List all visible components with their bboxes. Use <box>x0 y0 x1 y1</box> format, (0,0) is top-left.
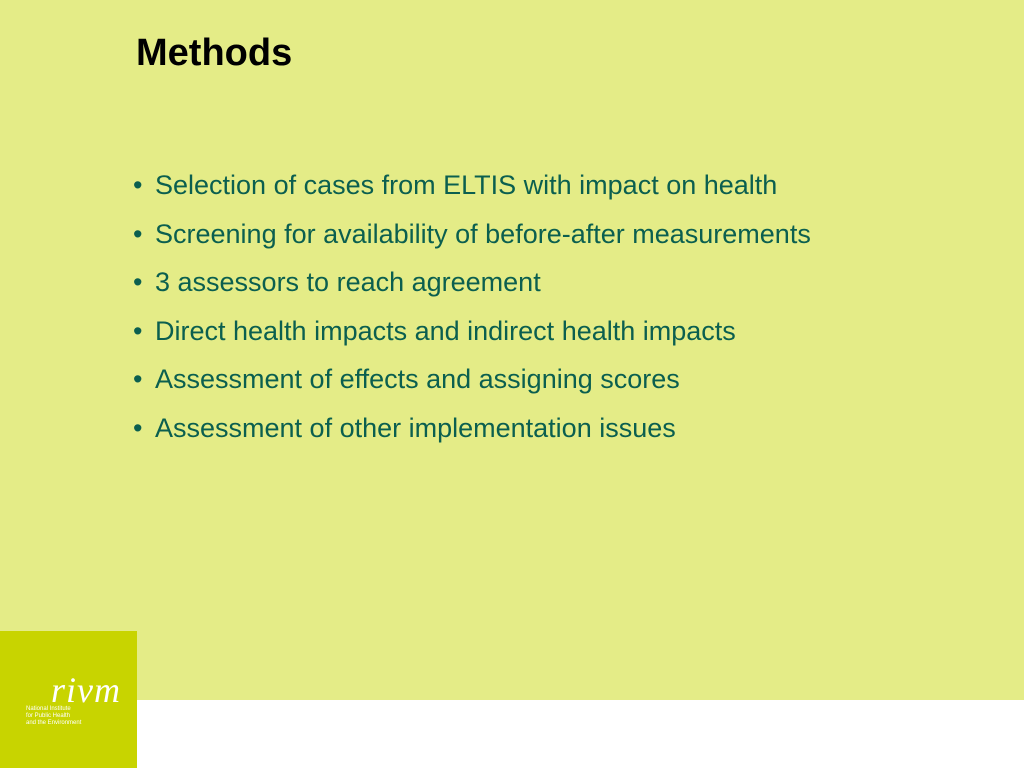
bullet-item <box>133 404 811 453</box>
logo-tagline-line: National Institute <box>26 706 71 712</box>
slide-title: Methods <box>136 32 293 74</box>
logo-tagline-line: and the Environment <box>26 720 82 726</box>
bullet-text: Assessment of effects and assigning scores <box>155 364 680 395</box>
bullet-item <box>133 161 811 210</box>
bullet-text: 3 assessors to reach agreement <box>155 267 541 298</box>
bullet-text: Selection of cases from ELTIS with impact on health <box>155 170 778 200</box>
logo-tagline-line: for Public Health <box>26 713 71 719</box>
bullet-item <box>133 210 811 259</box>
bullet-text: Direct health impacts and indirect health impacts <box>155 315 736 346</box>
bullet-item <box>133 258 811 307</box>
bullet-text: Assessment of other implementation issues <box>155 412 676 443</box>
bullet-dot-icon: • <box>133 170 143 200</box>
bullet-item <box>133 355 811 404</box>
rivm-logo: rivm <box>51 670 121 710</box>
bullet-dot-icon: • <box>133 315 143 346</box>
bullet-dot-icon: • <box>133 267 143 298</box>
bullet-list <box>133 161 811 453</box>
bullet-dot-icon: • <box>133 412 143 443</box>
bullet-dot-icon: • <box>133 364 143 395</box>
bullet-dot-icon: • <box>133 218 143 249</box>
bullet-text: Screening for availability of before-after measurements <box>155 218 811 249</box>
bullet-item <box>133 307 811 356</box>
logo-tagline <box>26 706 126 727</box>
